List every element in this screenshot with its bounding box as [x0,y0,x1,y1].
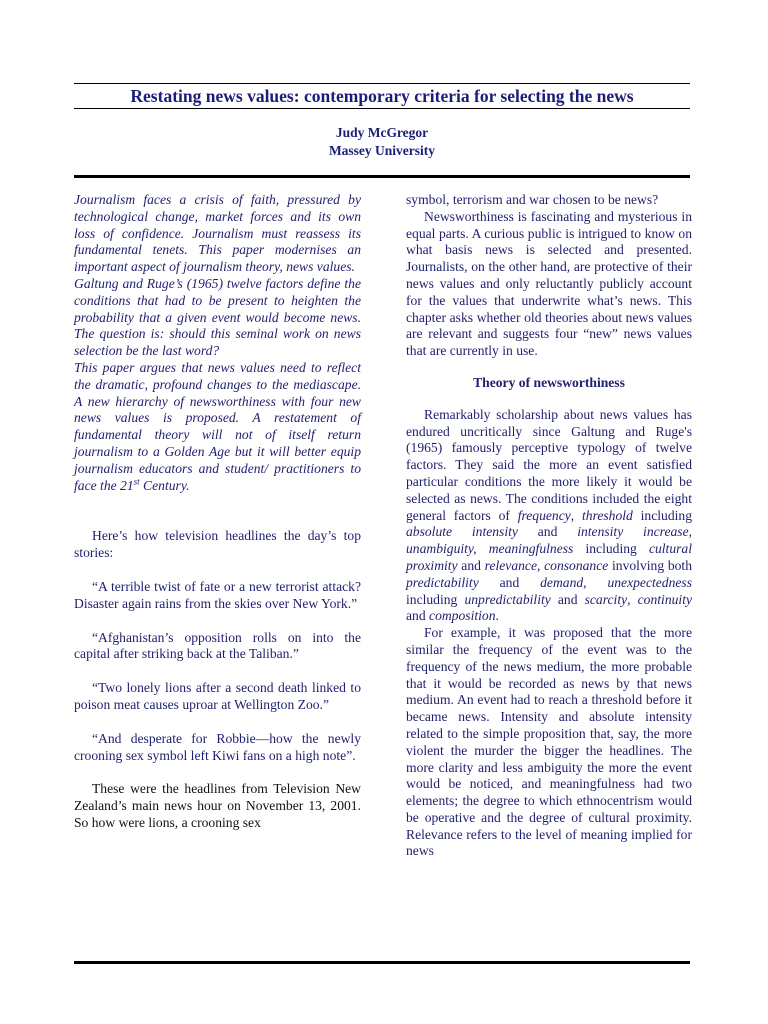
top-rule [74,83,690,84]
footer-rule [74,961,690,964]
header-rule [74,175,690,178]
body-paragraph: Remarkably scholarship about news values has endured uncritically since Galtung and Ruge's (1965) famously perceptive typology of twelve factors. They said the more an event satisfied particular conditions the more likely it would be selected as news. The conditions included the eight general factors of frequency, threshold including absolute intensity and intensity increase, unambiguity, meaningfulness including cultural proximity and relevance, consonance involving both predictability and demand, unexpectedness including unpredictability and scarcity, continuity and composition. [406,406,693,624]
abstract-paragraph: Journalism faces a crisis of faith, pressured by technological change, market forces and its own loss of confidence. Journalism must reassess its fundamental tenets. This paper modernises an important aspect of journalism theory, news values. [74,192,361,275]
body-paragraph: These were the headlines from Television New Zealand’s main news hour on November 13, 2001. So how were lions, a crooning sex [74,781,361,830]
body-paragraph: For example, it was proposed that the more similar the frequency of the event was to the frequency of the news medium, the more probable that it would be recorded as news by that news medium. An event had to reach a threshold before it became news. Intensity and absolute intensity related to the simple proposition that, say, the more violent the murder the bigger the headlines. The more clarity and less ambiguity the more the event would be noticed, and meaningfulness had two elements; the degree to which ethnocentrism would be operative and the degree of cultural proximity. Relevance refers to the level of meaning implied for news [406,625,692,859]
left-column [74,192,361,832]
intro-paragraph: Here’s how television headlines the day’s top stories: [74,528,361,561]
abstract-text: Century. [139,477,190,493]
title-underline [74,108,690,109]
ordinal-suffix: st [133,476,140,487]
author-name: Judy McGregor [335,125,429,140]
right-column [406,192,692,860]
author-affiliation: Massey University [328,143,436,158]
headline-quote: “And desperate for Robbie—how the newly crooning sex symbol left Kiwi fans on a high note”. [74,730,361,763]
abstract-text: This paper argues that news values need to reflect the dramatic, profound changes to the mediascape. A new hierarchy of newsworthiness with four new news values is proposed. A restatement of fundamental theory will not of itself return journalism to a Golden Age but it will better equip journalism educators and student/ practitioners to face the 21 [74,359,361,493]
headline-quote: “A terrible twist of fate or a new terrorist attack? Disaster again rains from the skies over New York.” [74,578,361,611]
abstract-paragraph [74,360,361,494]
section-heading: Theory of newsworthiness [473,374,625,390]
body-paragraph: Newsworthiness is fascinating and mysterious in equal parts. A curious public is intrigued to know on what basis news is selected and presented. Journalists, on the other hand, are protective of their news values and only reluctantly publicly account for the values that underwrite what’s news. This chapter asks whether old theories about news values are relevant and suggests four “new” news values that are currently in use. [406,208,692,359]
author-block [74,124,690,160]
headline-quote: “Two lonely lions after a second death linked to poison meat causes uproar at Wellington Zoo.” [74,680,361,712]
paper-title: Restating news values: contemporary criteria for selecting the news [130,86,634,106]
body-paragraph: symbol, terrorism and war chosen to be news? [406,192,659,207]
headline-quote: “Afghanistan’s opposition rolls on into the capital after striking back at the Taliban.” [74,629,361,662]
abstract-paragraph: Galtung and Ruge’s (1965) twelve factors define the conditions that had to be present to heighten the probability that a given event would become news. The question is: should this seminal work on news selection be the last word? [74,275,361,359]
